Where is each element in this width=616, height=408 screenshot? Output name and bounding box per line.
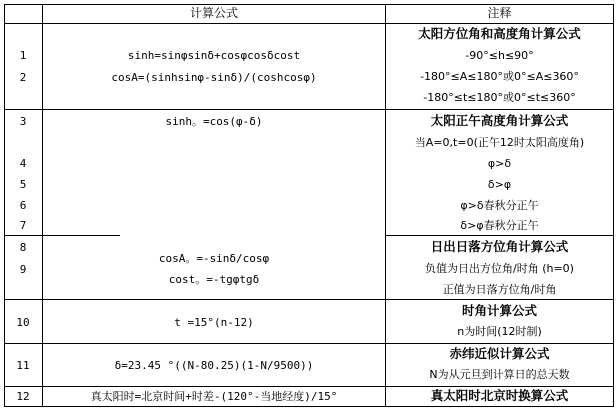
note-title: 赤纬近似计算公式 <box>449 346 550 361</box>
note-title: 时角计算公式 <box>461 303 537 318</box>
row-number: 12 <box>16 390 30 403</box>
note-text: δ>φ <box>487 178 512 191</box>
row-number: 4 <box>19 157 27 170</box>
row-number: 11 <box>16 359 30 372</box>
header-formula: 计算公式 <box>189 6 238 20</box>
note-title: 日出日落方位角计算公式 <box>430 239 569 254</box>
table-border-bottom <box>4 406 614 407</box>
header-note: 注释 <box>487 6 512 20</box>
row-number: 6 <box>19 199 27 212</box>
formula-text: t =15°(n-12) <box>174 316 254 329</box>
table-border-top <box>4 4 614 5</box>
note-title: 真太阳时北京时换算公式 <box>430 388 569 403</box>
table-border-right <box>613 4 614 407</box>
formula-text: 真太阳时=北京时间+时差-(120°-当地经度)/15° <box>90 390 338 403</box>
note-text: φ>δ春秋分正午 <box>460 199 539 212</box>
row-divider <box>4 386 614 387</box>
formula-text: cosA。=-sinδ/cosφ <box>158 252 270 265</box>
row-divider <box>4 109 614 110</box>
note-text: 负值为日出方位角/时角 (h=0) <box>425 262 574 275</box>
note-text: -180°≤t≤180°或0°≤t≤360° <box>423 91 576 104</box>
column-divider <box>42 4 43 407</box>
formula-text: δ=23.45 °((N-80.25)(1-N/9500)) <box>114 359 314 372</box>
row-number: 7 <box>19 219 27 232</box>
row-number: 5 <box>19 178 27 191</box>
row-number: 10 <box>16 316 30 329</box>
note-text: -90°≤h≤90° <box>465 49 534 62</box>
row-divider <box>4 299 614 300</box>
row-number: 8 <box>19 241 27 254</box>
row-divider <box>4 235 120 236</box>
note-title: 太阳方位角和高度角计算公式 <box>418 26 581 41</box>
row-number: 1 <box>19 49 27 62</box>
formula-text: cost。=-tgφtgδ <box>168 273 260 286</box>
note-title: 太阳正午高度角计算公式 <box>430 113 569 128</box>
row-divider <box>4 343 614 344</box>
row-number: 2 <box>19 71 27 84</box>
note-text: φ>δ <box>487 157 512 170</box>
note-text: N为从元旦到计算日的总天数 <box>429 368 570 381</box>
note-text: δ>φ春秋分正午 <box>460 219 539 232</box>
note-text: -180°≤A≤180°或0°≤A≤360° <box>420 70 579 83</box>
row-number: 3 <box>19 115 27 128</box>
header-divider <box>4 23 614 24</box>
formula-text: sinh=sinφsinδ+cosφcosδcost <box>127 49 301 62</box>
formula-text: cosA=(sinhsinφ-sinδ)/(coshcosφ) <box>111 71 317 84</box>
note-text: 正值为日落方位角/时角 <box>442 283 557 296</box>
row-number: 9 <box>19 263 27 276</box>
note-text: 当A=0,t=0(正午12时太阳高度角) <box>414 136 585 149</box>
row-divider <box>386 235 614 236</box>
formula-text: sinh。=cos(φ-δ) <box>165 115 263 128</box>
note-text: n为时间(12时制) <box>457 325 542 338</box>
